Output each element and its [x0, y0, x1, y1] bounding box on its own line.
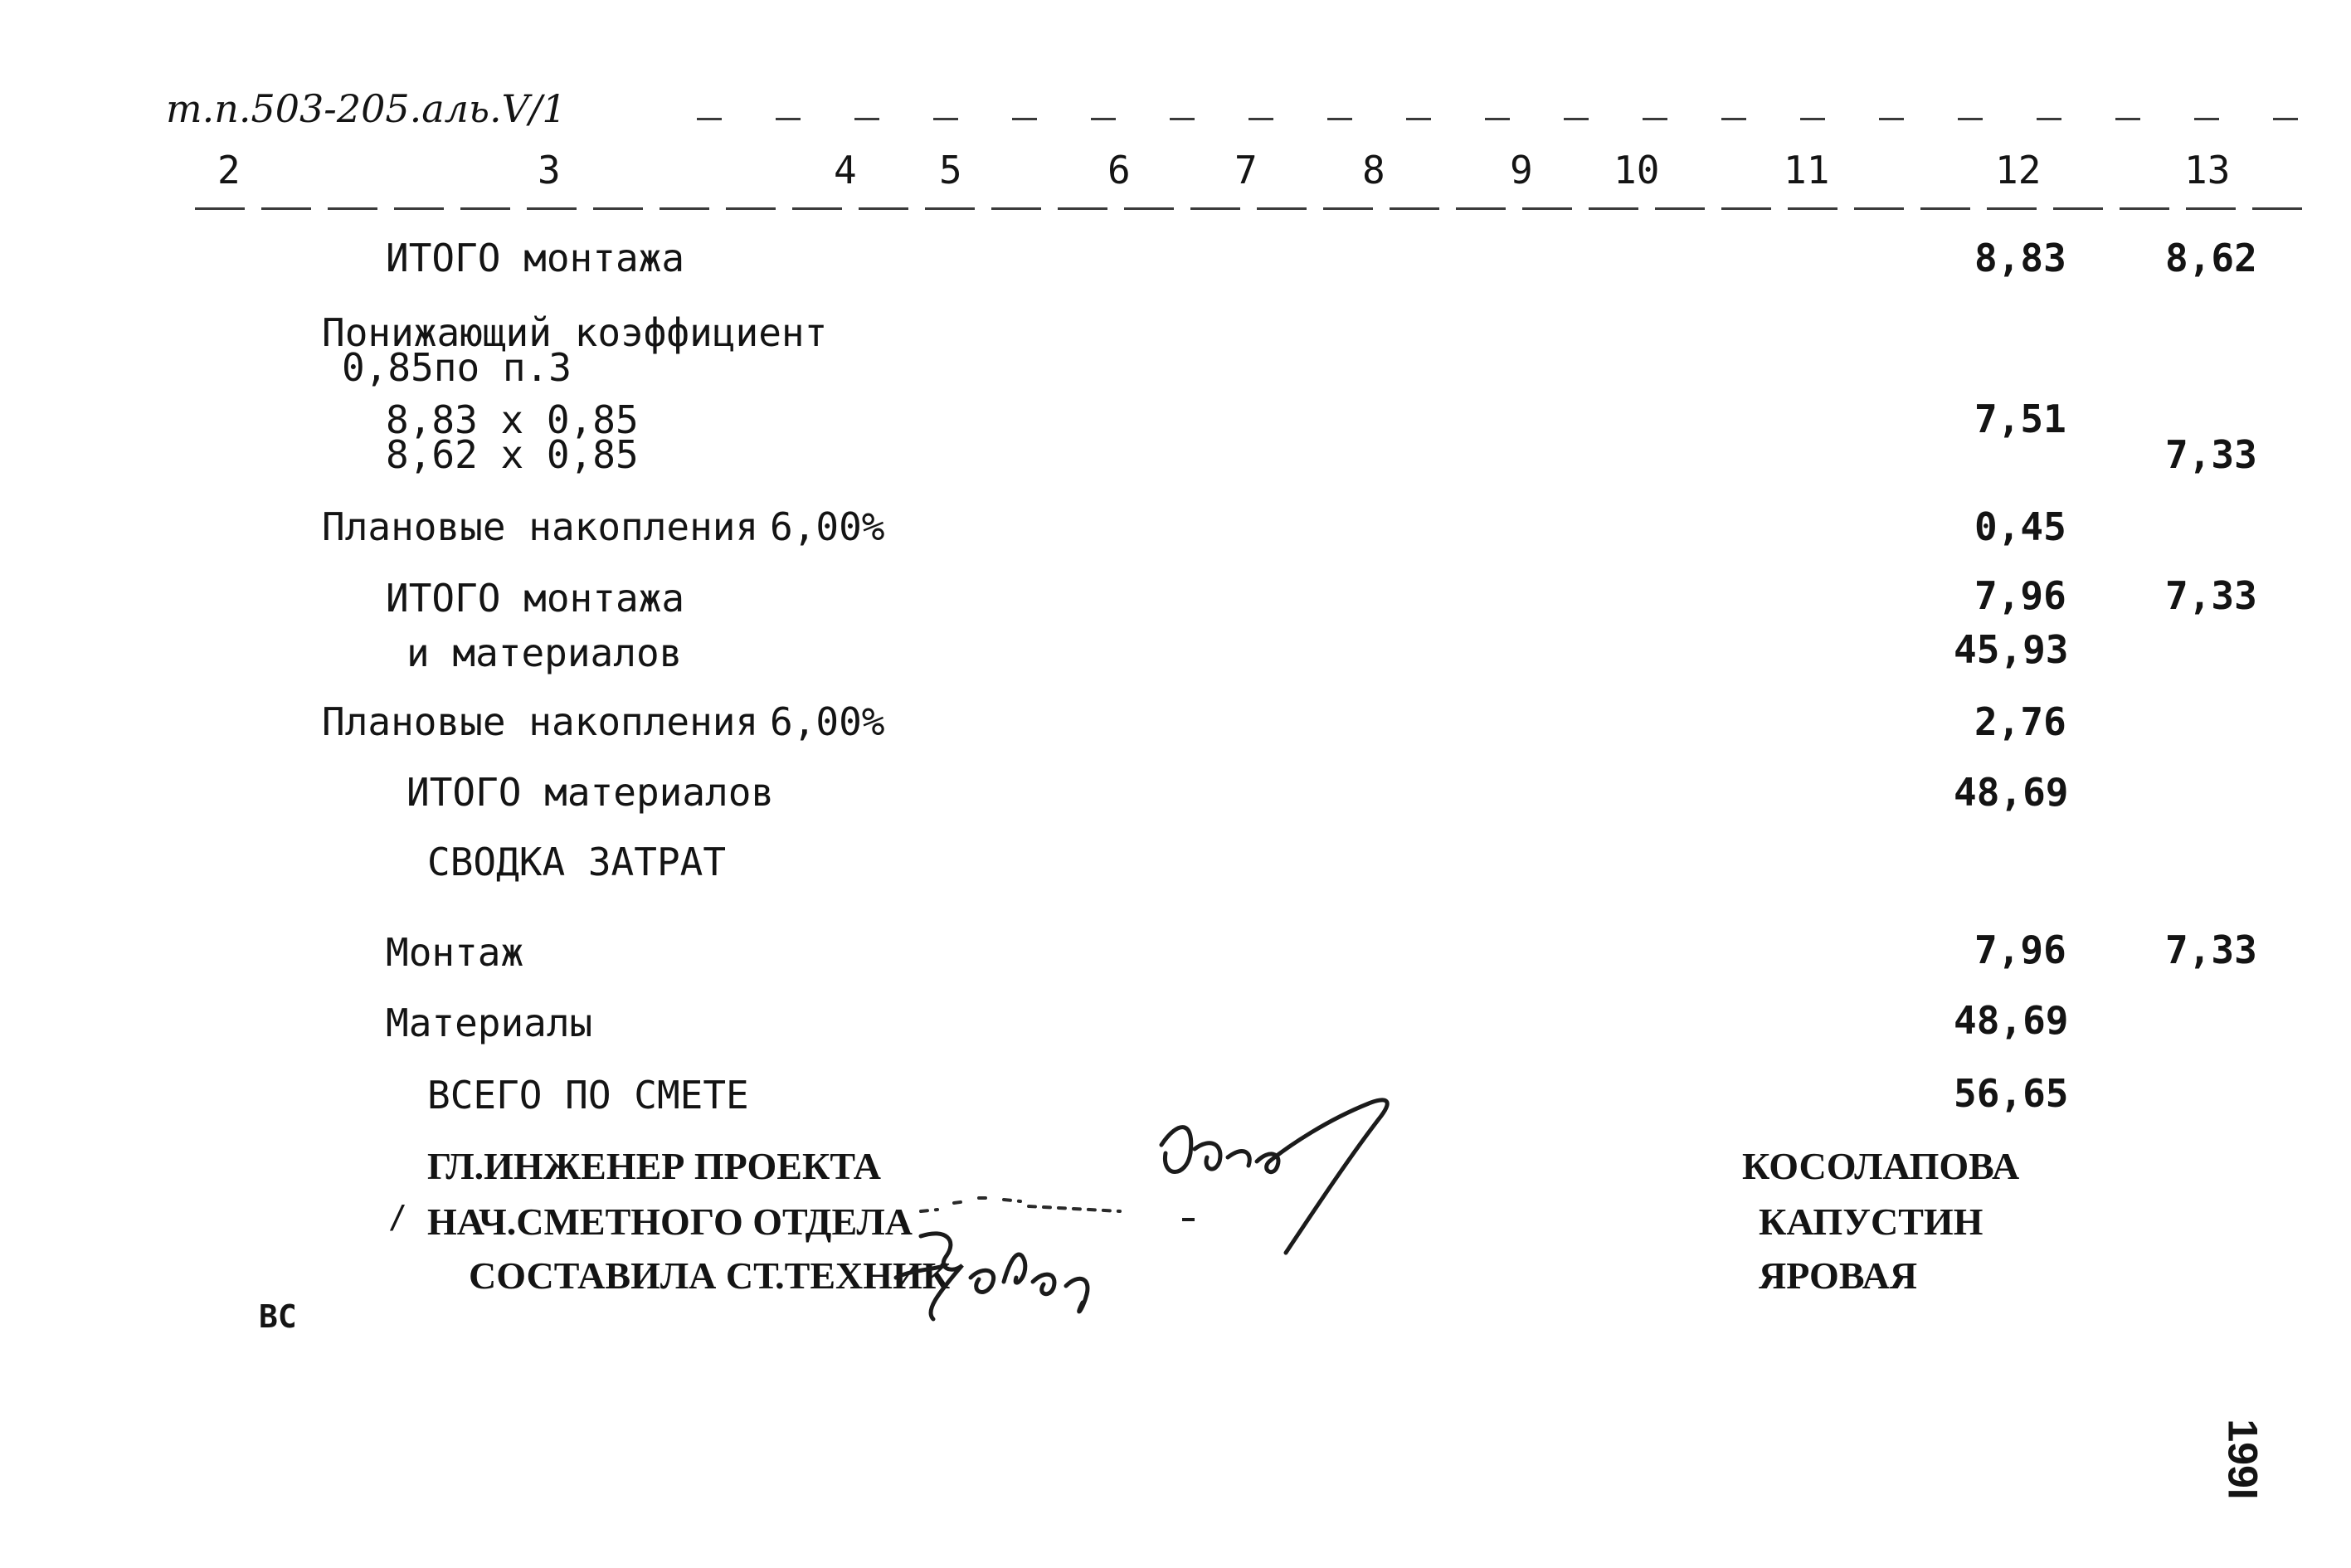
row-montazh-col13: 7,33	[2165, 928, 2257, 972]
column-number: 5	[939, 148, 962, 192]
row-montazh-label: Монтаж	[386, 930, 524, 975]
handwritten-tick-mark: /	[388, 1199, 407, 1235]
column-number: 11	[1784, 148, 1830, 192]
column-number: 7	[1234, 148, 1258, 192]
row-materialy-label: Материалы	[386, 1001, 593, 1045]
handwritten-signature-kosolapova	[1145, 1087, 1443, 1286]
row-vsego-label: ВСЕГО ПО СМЕТЕ	[427, 1073, 749, 1118]
row-itogo-materialov-label: ИТОГО материалов	[406, 770, 775, 815]
column-number: 4	[834, 148, 857, 192]
row-calc-1-col12: 7,51	[1974, 397, 2066, 441]
row-plan-2-col12: 2,76	[1974, 699, 2066, 744]
row-vsego-col12: 56,65	[1954, 1071, 2069, 1116]
column-number: 9	[1510, 148, 1533, 192]
row-itogo-materialov-col12: 48,69	[1954, 770, 2069, 815]
row-itogo-mont-mat-col12-b: 45,93	[1954, 627, 2069, 672]
row-itogo-mont-mat-label-1: ИТОГО монтажа	[386, 576, 685, 621]
header-dashed-line-bottom	[195, 207, 2306, 210]
row-itogo-mont-mat-col13: 7,33	[2165, 573, 2257, 618]
row-itogo-mont-mat-col12-a: 7,96	[1974, 573, 2066, 618]
column-number: 13	[2184, 148, 2231, 192]
signature-title-nach-otdela: НАЧ.СМЕТНОГО ОТДЕЛА	[427, 1200, 913, 1243]
footer-mark: ВС	[259, 1298, 297, 1335]
signature-name-yarovaya: ЯРОВАЯ	[1759, 1254, 1918, 1297]
signature-name-kapustin: КАПУСТИН	[1759, 1200, 1984, 1243]
row-montazh-col12: 7,96	[1974, 928, 2066, 972]
document-code: т.п.503-205.аль.Ⅴ/1	[166, 86, 567, 131]
row-itogo-montazha-col12: 8,83	[1974, 236, 2066, 280]
column-number: 10	[1614, 148, 1660, 192]
column-number: 3	[538, 148, 561, 192]
row-itogo-montazha-label: ИТОГО монтажа	[386, 236, 685, 280]
signature-title-sostavila: СОСТАВИЛА СТ.ТЕХНИК	[469, 1254, 951, 1297]
row-calc-2-label: 8,62 х 0,85	[386, 432, 639, 477]
row-itogo-montazha-col13: 8,62	[2165, 236, 2257, 280]
handwritten-signature-yarovaya	[888, 1220, 1137, 1327]
column-number: 6	[1107, 148, 1131, 192]
row-plan-1-col12: 0,45	[1974, 504, 2066, 549]
row-materialy-col12: 48,69	[1954, 998, 2069, 1043]
header-dashed-line-top	[697, 118, 2306, 120]
column-number: 8	[1362, 148, 1385, 192]
page-number: 199I	[2219, 1419, 2266, 1500]
row-plan-2-label: Плановые накопления	[322, 699, 759, 744]
row-calc-2-col13: 7,33	[2165, 432, 2257, 477]
section-title-svodka: СВОДКА ЗАТРАТ	[427, 840, 727, 884]
row-ponizh-label-2: 0,85по п.3	[342, 345, 572, 390]
row-calc-1-label: 8,83 х 0,85	[386, 397, 639, 442]
signature-title-gl-ingener: ГЛ.ИНЖЕНЕР ПРОЕКТА	[427, 1145, 881, 1187]
column-number: 2	[217, 148, 241, 192]
row-plan-2-pct: 6,00%	[770, 699, 885, 744]
row-ponizh-label-1: Понижающий коэффициент	[322, 310, 828, 355]
row-plan-1-label: Плановые накопления	[322, 504, 759, 549]
signature-name-kosolapova: КОСОЛАПОВА	[1742, 1145, 2020, 1187]
row-plan-1-pct: 6,00%	[770, 504, 885, 549]
row-itogo-mont-mat-label-2: и материалов	[406, 631, 683, 675]
column-number: 12	[1995, 148, 2042, 192]
